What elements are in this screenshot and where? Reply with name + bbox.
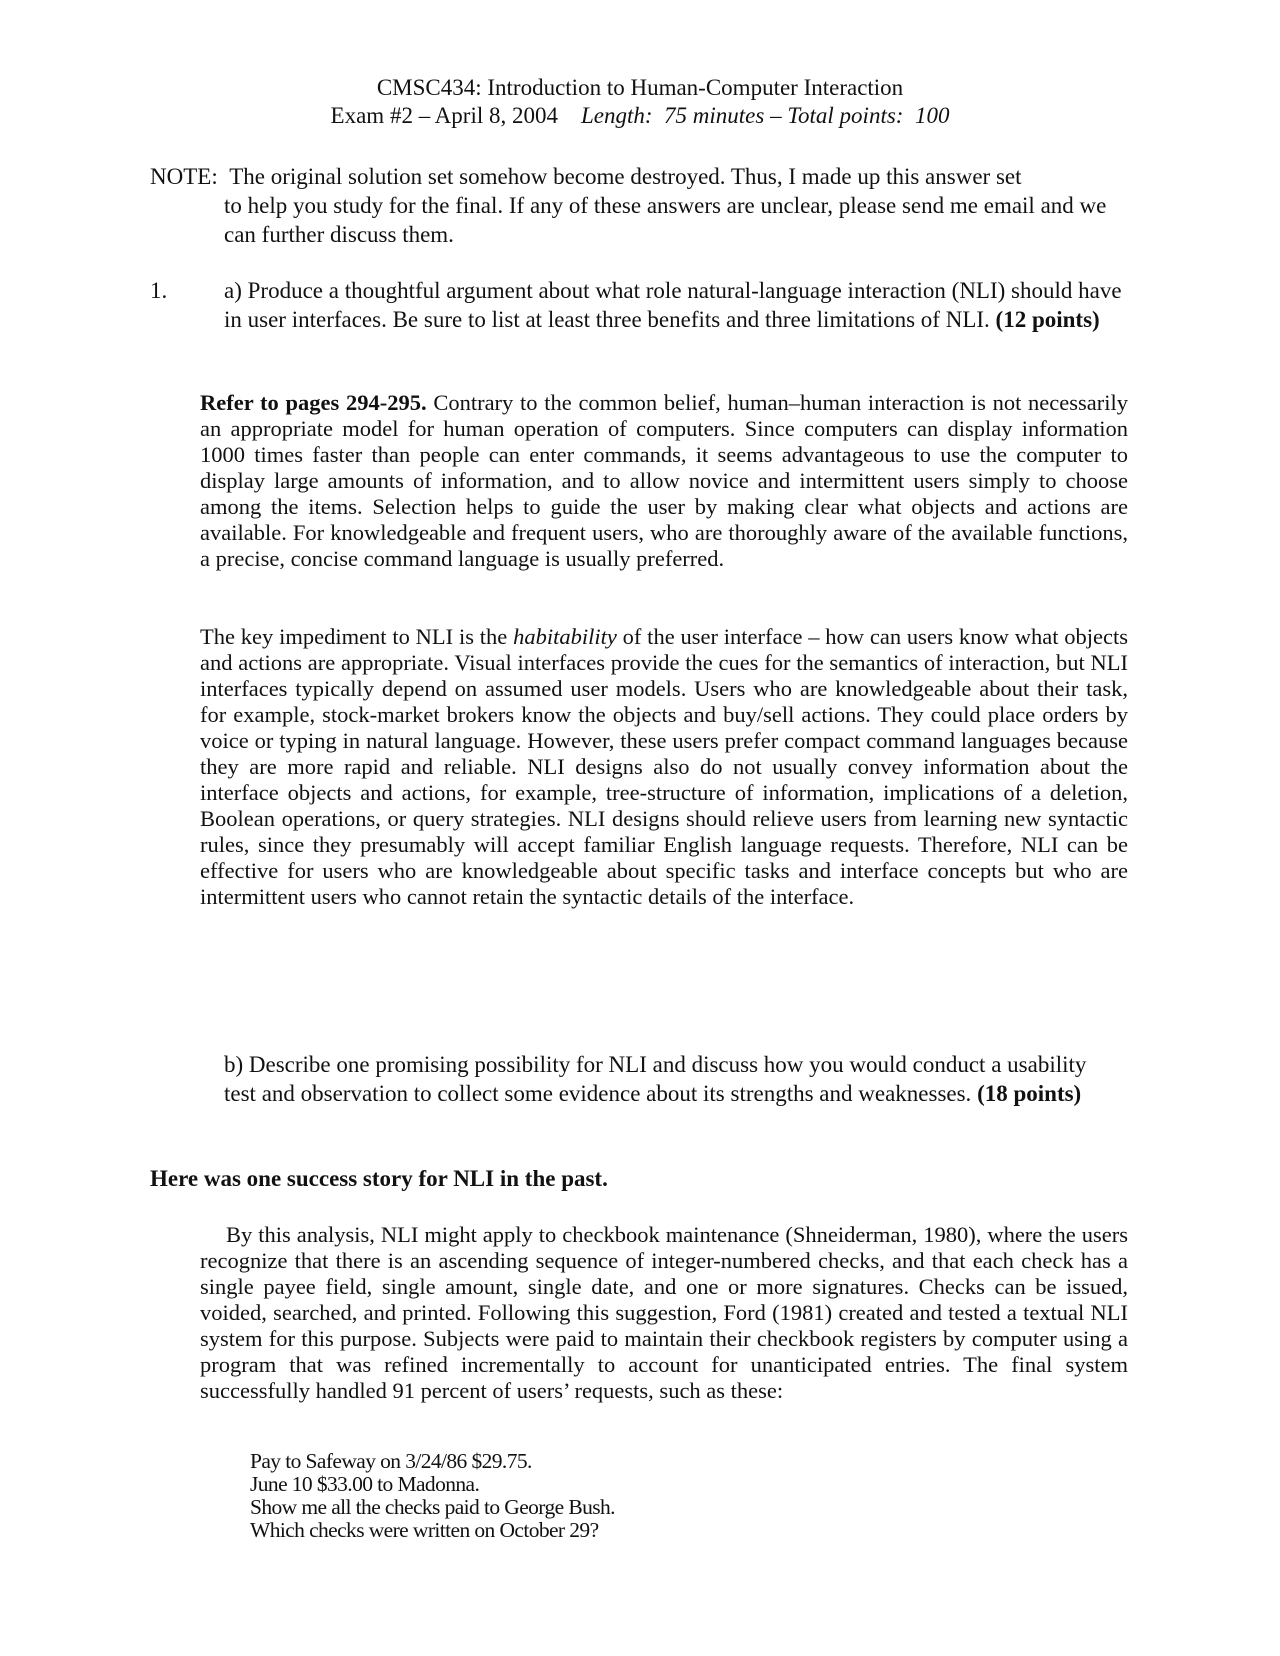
answer-paragraph-3: By this analysis, NLI might apply to checkbook maintenance (Shneiderman, 1980), where the users recognize that there is an ascending sequence of integer-numbered checks, and that each check has a single payee field, single amount, single date, and one or more signatures. Checks can be issued, voided, searched, and printed. Following this suggestion, Ford (1981) created and tested a textual NLI system for this purpose. Subjects were paid to maintain their checkbook registers by computer using a program that was refined incrementally to account for unanticipated entries. The final system successfully handled 91 percent of users’ requests, such as these: bbox=[200, 1222, 1128, 1403]
part-b-points: (18 points) bbox=[977, 1081, 1082, 1106]
example-request: Show me all the checks paid to George Bush. bbox=[250, 1495, 615, 1519]
note-block bbox=[150, 162, 1130, 249]
question-number: 1. bbox=[150, 278, 168, 303]
habitability-term: habitability bbox=[513, 624, 617, 649]
example-request: Which checks were written on October 29? bbox=[250, 1518, 599, 1542]
part-a-points: (12 points) bbox=[995, 307, 1100, 332]
success-heading: Here was one success story for NLI in the past. bbox=[150, 1166, 608, 1191]
note-first-line: NOTE: The original solution set somehow become destroyed. Thus, I made up this answer set bbox=[150, 164, 1022, 189]
example-requests bbox=[250, 1450, 615, 1542]
exam-info-line bbox=[0, 102, 1280, 130]
question-part-b: b) Describe one promising possibility for NLI and discuss how you would conduct a usability test and observation to collect some evidence about its strengths and weaknesses. (18 points) bbox=[224, 1052, 1087, 1106]
example-request: Pay to Safeway on 3/24/86 $29.75. bbox=[250, 1449, 532, 1473]
course-title: CMSC434: Introduction to Human-Computer Interaction bbox=[376, 75, 904, 100]
length-value: 75 minutes – Total points: bbox=[664, 103, 904, 128]
exam-date: Exam #2 – April 8, 2004 bbox=[330, 103, 558, 128]
example-request: June 10 $33.00 to Madonna. bbox=[250, 1472, 480, 1496]
page-reference: Refer to pages 294-295. bbox=[200, 390, 427, 415]
note-label: NOTE: bbox=[150, 164, 218, 189]
answer-paragraph-1: Refer to pages 294-295. Contrary to the common belief, human–human interaction is not necessarily an appropriate model for human operation of computers. Since computers can display information 1000 times faster than people can enter commands, it seems advantageous to use the computer to display large amounts of information, and to allow novice and intermittent users simply to choose among the items. Selection helps to guide the user by making clear what objects and actions are available. For knowledgeable and frequent users, who are thoroughly aware of the available functions, a precise, concise command language is usually preferred. bbox=[200, 390, 1128, 571]
total-points: 100 bbox=[914, 103, 950, 128]
answer-paragraph-2: The key impediment to NLI is the habitability of the user interface – how can users know what objects and actions are appropriate. Visual interfaces provide the cues for the semantics of interaction, but NLI interfaces typically depend on assumed user models. Users who are knowledgeable about their task, for example, stock-market brokers know the objects and buy/sell actions. They could place orders by voice or typing in natural language. However, these users prefer compact command languages because they are more rapid and reliable. NLI designs also do not usually convey information about the interface objects and actions, for example, tree-structure of information, implications of a deletion, Boolean operations, or query strategies. NLI designs should relieve users from learning new syntactic rules, since they presumably will accept familiar English language requests. Therefore, NLI can be effective for users who are knowledgeable about specific tasks and interface concepts but who are intermittent users who cannot retain the syntactic details of the interface. bbox=[200, 624, 1129, 909]
note-rest: to help you study for the final. If any of these answers are unclear, please send me email and we can further discuss them. bbox=[224, 193, 1107, 247]
question-part-a: a) Produce a thoughtful argument about what role natural-language interaction (NLI) should have in user interfaces. Be sure to list at least three benefits and three limitations of NLI. (12 points) bbox=[224, 278, 1122, 332]
length-label: Length: bbox=[580, 103, 653, 128]
